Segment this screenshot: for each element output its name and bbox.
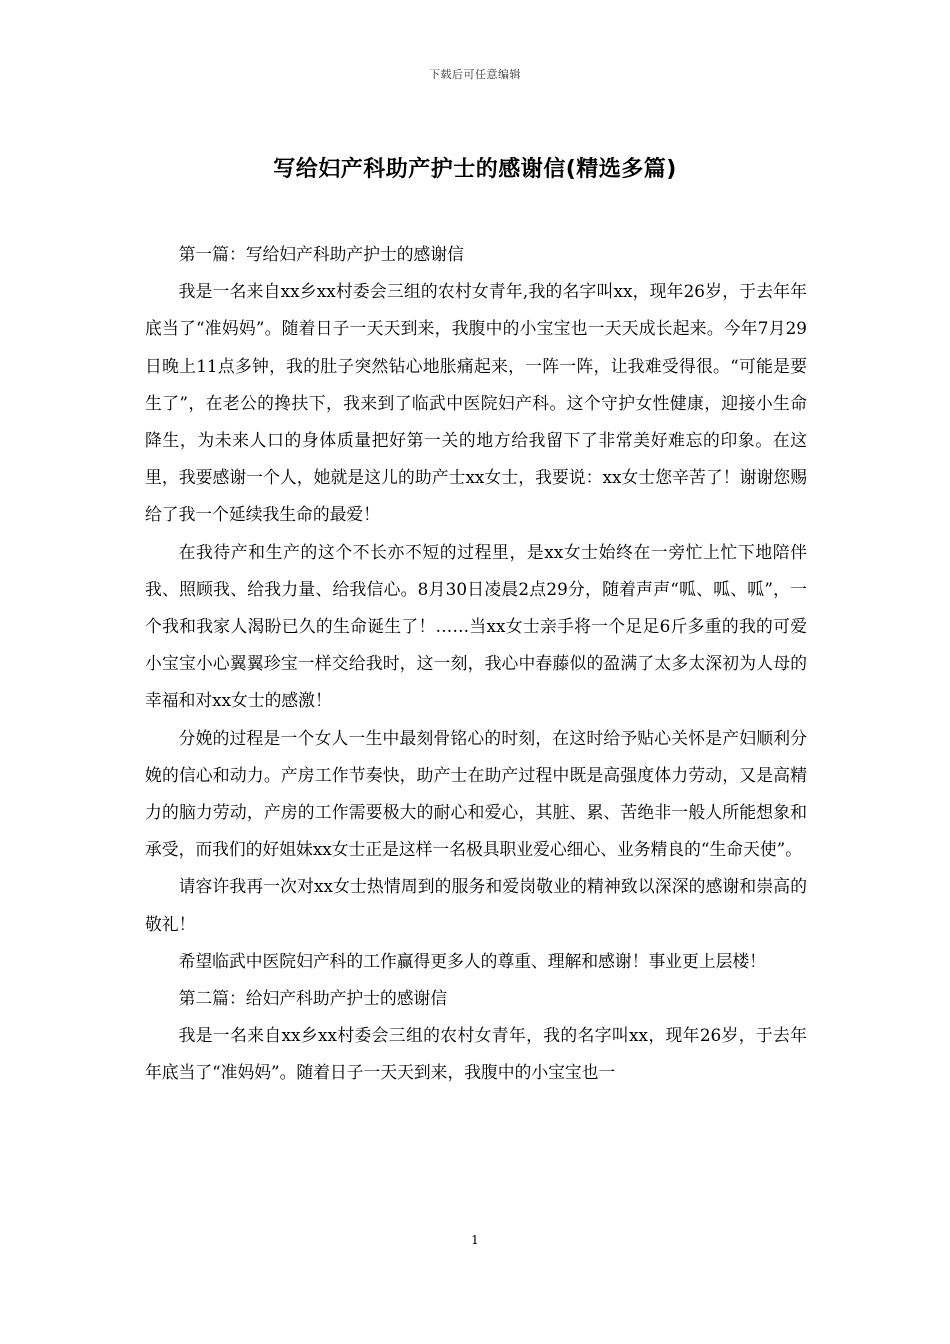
paragraph: 在我待产和生产的这个不长亦不短的过程里，是xx女士始终在一旁忙上忙下地陪伴我、照顾我、给我力量、给我信心。8月30日凌晨2点29分，随着声声“呱、呱、呱”，一个我和我家人渴盼已久的生命诞生了！……当xx女士亲手将一个足足6斤多重的我的可爱小宝宝小心翼翼珍宝一样交给我时，这一刻，我心中春藤似的盈满了太多太深初为人母的幸福和对xx女士的感激！ <box>145 541 807 711</box>
paragraph: 我是一名来自xx乡xx村委会三组的农村女青年,我的名字叫xx，现年26岁，于去年年底当了“准妈妈”。随着日子一天天到来，我腹中的小宝宝也一天天成长起来。今年7月29日晚上11点多钟，我的肚子突然钻心地胀痛起来，一阵一阵，让我难受得很。“可能是要生了”，在老公的搀扶下，我来到了临武中医院妇产科。这个守护女性健康，迎接小生命降生，为未来人口的身体质量把好第一关的地方给我留下了非常美好难忘的印象。在这里，我要感谢一个人，她就是这儿的助产士xx女士，我要说：xx女士您辛苦了！谢谢您赐给了我一个延续我生命的最爱！ <box>145 281 807 525</box>
section-heading-2: 第二篇：给妇产科助产护士的感谢信 <box>178 988 448 1009</box>
paragraph: 希望临武中医院妇产科的工作赢得更多人的尊重、理解和感谢！事业更上层楼！ <box>178 950 766 971</box>
paragraph: 我是一名来自xx乡xx村委会三组的农村女青年，我的名字叫xx，现年26岁，于去年年底当了“准妈妈”。随着日子一天天到来，我腹中的小宝宝也一 <box>145 1025 807 1083</box>
document-body <box>145 236 807 1092</box>
paragraph: 请容许我再一次对xx女士热情周到的服务和爱岗敬业的精神致以深深的感谢和崇高的敬礼！ <box>145 876 807 934</box>
document-title: 写给妇产科助产护士的感谢信(精选多篇) <box>273 157 677 182</box>
page-header-note: 下载后可任意编辑 <box>429 68 521 81</box>
section-heading-1: 第一篇：写给妇产科助产护士的感谢信 <box>178 244 464 264</box>
page-number: 1 <box>471 1233 479 1247</box>
paragraph: 分娩的过程是一个女人一生中最刻骨铭心的时刻，在这时给予贴心关怀是产妇顺利分娩的信心和动力。产房工作节奏快，助产士在助产过程中既是高强度体力劳动，又是高精力的脑力劳动，产房的工作需要极大的耐心和爱心，其脏、累、苦绝非一般人所能想象和承受，而我们的好姐妹xx女士正是这样一名极具职业爱心细心、业务精良的“生命天使”。 <box>145 727 807 860</box>
